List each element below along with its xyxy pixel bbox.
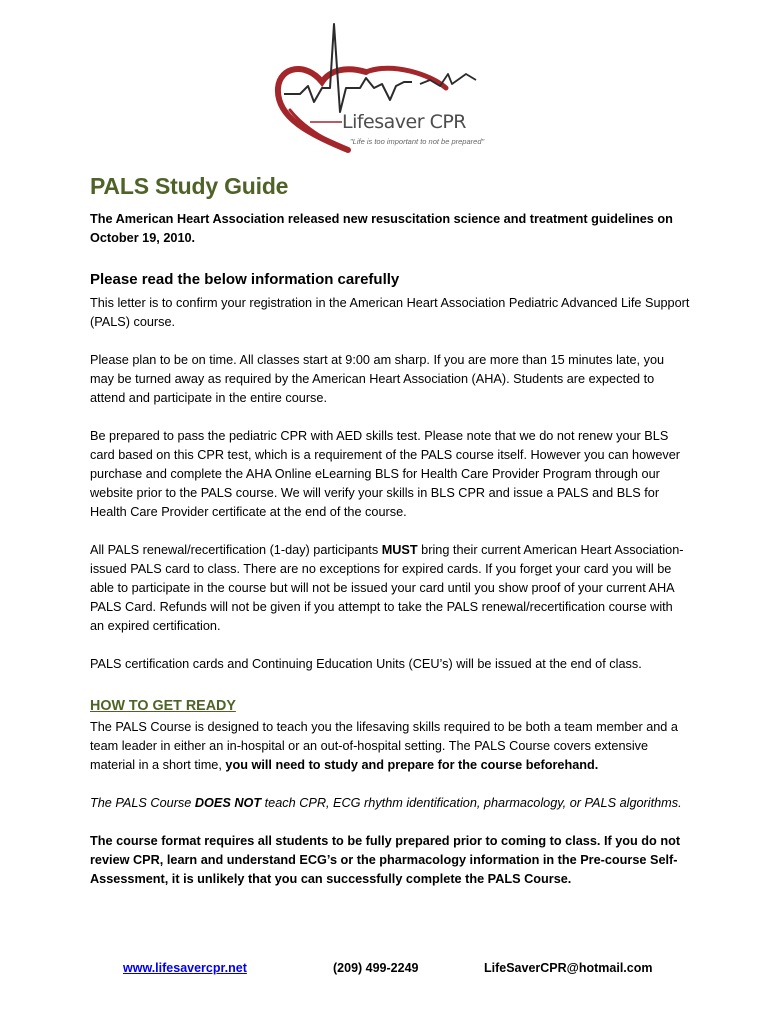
skills-test-paragraph: Be prepared to pass the pediatric CPR with AED skills test. Please note that we do not renew your BLS card based on this CPR test, which is a requirement of the PALS course itself. However you can however purchase and complete the AHA Online eLearning BLS for Health Care Provider Program through our website prior to the PALS course. We will verify your skills in BLS CPR and issue a PALS and BLS for Health Care Provider certificate at the end of the course.	[90, 429, 681, 519]
document-body	[90, 170, 690, 889]
does-not-teach-emphasis: DOES NOT	[194, 796, 262, 810]
email-address: LifeSaverCPR@hotmail.com	[484, 961, 653, 975]
renewal-emphasis: MUST	[381, 543, 418, 557]
course-design-text: The PALS Course is designed to teach you the lifesaving skills required to be both a team member and a team leader in either an in-hospital or an out-of-hospital setting. The PALS Course covers extensive material in a short time,	[90, 720, 678, 772]
certification-paragraph: PALS certification cards and Continuing Education Units (CEU’s) will be issued at the end of class.	[90, 657, 642, 671]
renewal-text-before: All PALS renewal/recertification (1-day) participants	[90, 543, 382, 557]
logo-name: Lifesaver CPR	[342, 111, 466, 133]
course-design-emphasis: you will need to study and prepare for the course beforehand.	[225, 758, 599, 772]
logo-tagline: "Life is too important to not be prepared"	[350, 137, 485, 146]
renewal-paragraph	[90, 541, 690, 636]
website-link[interactable]: www.lifesavercpr.net	[123, 961, 247, 975]
phone-number: (209) 499-2249	[333, 961, 419, 975]
lifesaver-cpr-logo	[270, 22, 510, 162]
does-not-teach-after: teach CPR, ECG rhythm identification, pharmacology, or PALS algorithms.	[261, 796, 682, 810]
does-not-teach-before: The PALS Course	[90, 796, 195, 810]
renewal-text-after: bring their current American Heart Association-issued PALS card to class. There are no exceptions for expired cards. If you forget your card you will be able to participate in the course but will not be issued your card until you show proof of your current AHA PALS Card. Refunds will not be given if you attempt to take the PALS renewal/recertification course with an expired certification.	[90, 543, 684, 633]
intro-text: The American Heart Association released new resuscitation science and treatment guidelines on October 19, 2010.	[90, 212, 673, 245]
does-not-teach-paragraph	[90, 794, 690, 813]
course-format-paragraph: The course format requires all students to be fully prepared prior to coming to class. If you do not review CPR, learn and understand ECG’s or the pharmacology information in the Pre-course Self-Assessment, it is unlikely that you can successfully complete the PALS Course.	[90, 834, 681, 886]
punctuality-paragraph: Please plan to be on time. All classes start at 9:00 am sharp. If you are more than 15 minutes late, you may be turned away as required by the American Heart Association (AHA). Students are expected to attend and participate in the entire course.	[90, 353, 665, 405]
how-to-get-ready-heading: HOW TO GET READY	[90, 698, 236, 714]
read-carefully-heading: Please read the below information carefully	[90, 271, 400, 288]
registration-paragraph: This letter is to confirm your registration in the American Heart Association Pediatric Advanced Life Support (PALS) course.	[90, 296, 690, 329]
course-design-paragraph	[90, 718, 690, 775]
page-title: PALS Study Guide	[90, 173, 289, 199]
